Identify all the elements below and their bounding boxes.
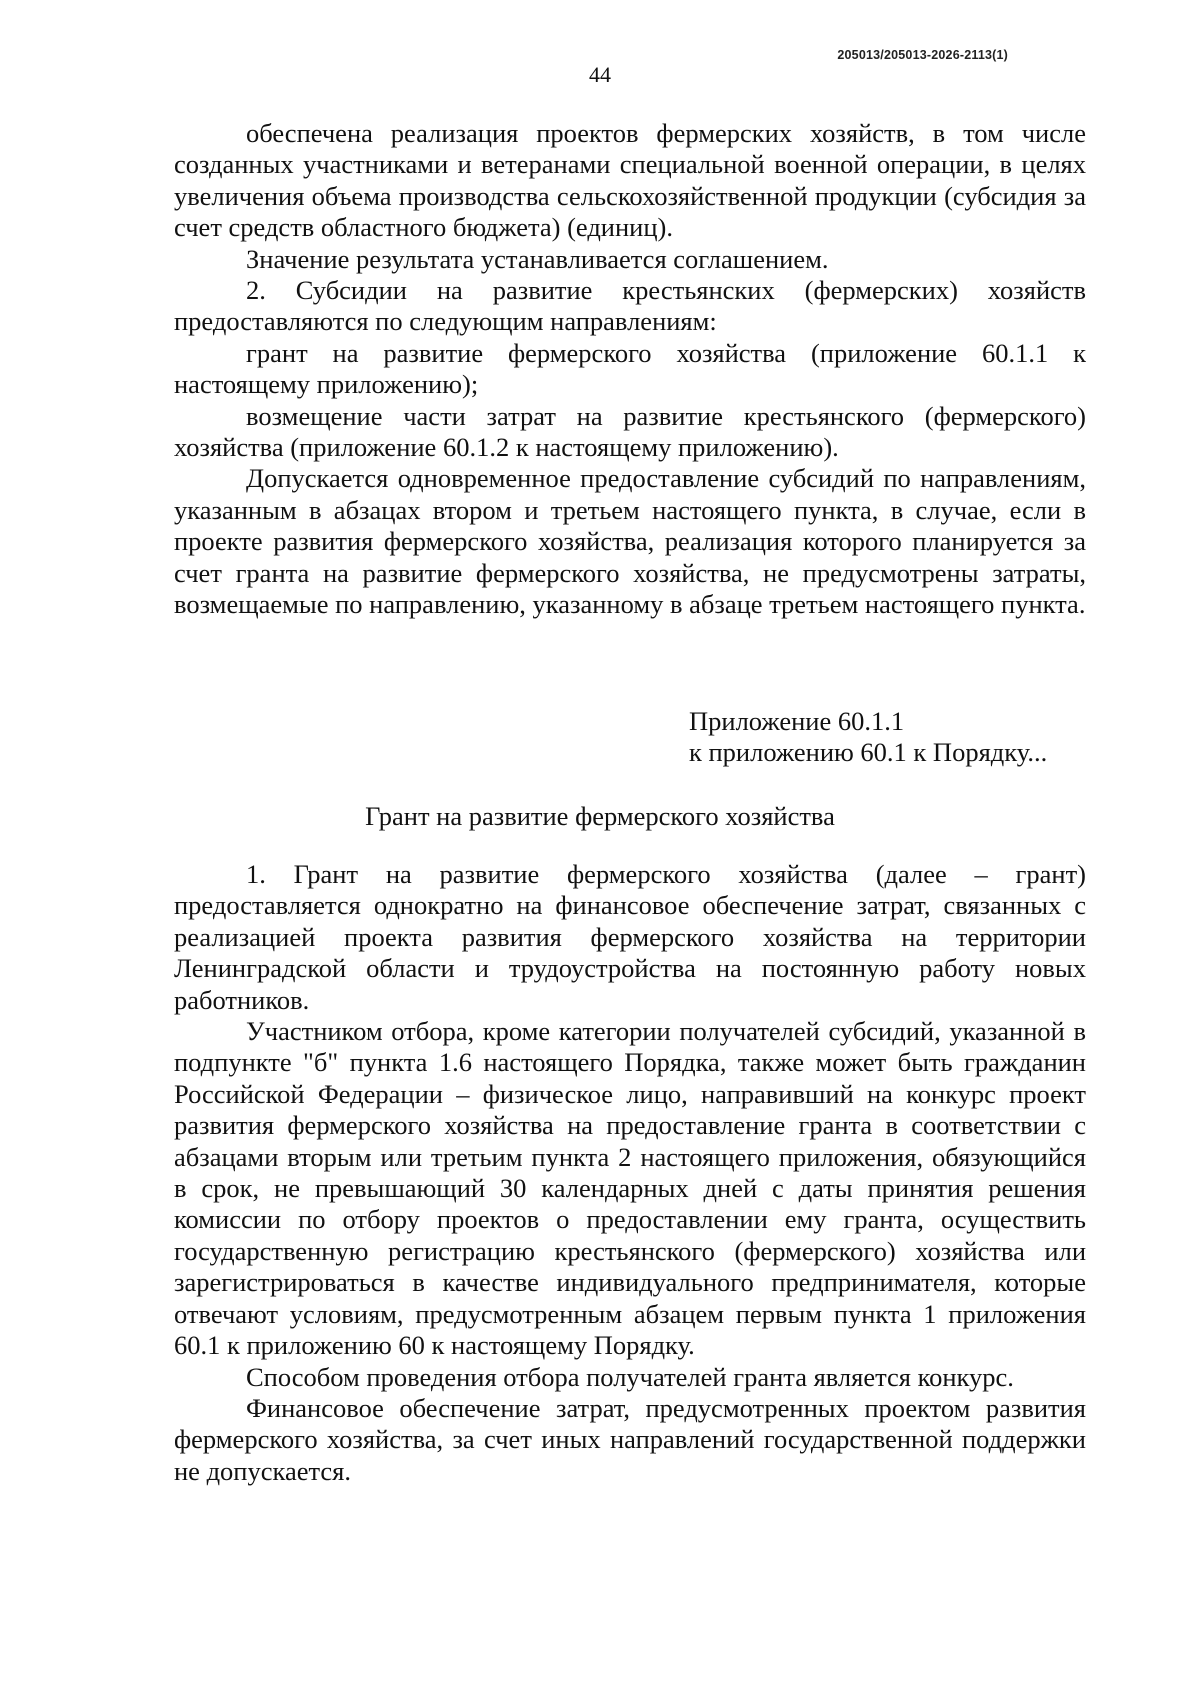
paragraph: обеспечена реализация проектов фермерских хозяйств, в том числе созданных участниками и ветеранами специальной военной операции, в целях увеличения объема производства сельскохозяйственной продукции (субсидия за счет средств областного бюджета) (единиц). [174,118,1086,243]
body-text-top [174,118,1086,621]
body-text-bottom [174,859,1086,1487]
annex-reference [689,706,1109,769]
document-id: 205013/205013-2026-2113(1) [837,48,1008,62]
paragraph: Значение результата устанавливается соглашением. [246,243,829,274]
paragraph: Способом проведения отбора получателей гранта является конкурс. [246,1361,1014,1392]
paragraph: Участником отбора, кроме категории получателей субсидий, указанной в подпункте "б" пункта 1.6 настоящего Порядка, также может быть гражданин Российской Федерации – физическое лицо, направивший на конкурс проект развития фермерского хозяйства на предоставление гранта в соответствии с абзацами вторым или третьим пункта 2 настоящего приложения, обязующийся в срок, не превышающий 30 календарных дней с даты принятия решения комиссии по отбору проектов о предоставлении ему гранта, осуществить государственную регистрацию крестьянского (фермерского) хозяйства или зарегистрироваться в качестве индивидуального предпринимателя, которые отвечают условиям, предусмотренным абзацем первым пункта 1 приложения 60.1 к приложению 60 к настоящему Порядку. [174,1016,1086,1361]
annex-reference-line: к приложению 60.1 к Порядку... [689,737,1048,768]
paragraph: грант на развитие фермерского хозяйства (приложение 60.1.1 к настоящему приложению); [174,337,1086,400]
paragraph: Финансовое обеспечение затрат, предусмотренных проектом развития фермерского хозяйства, за счет иных направлений государственной поддержки не допускается. [174,1392,1086,1486]
page-number: 44 [589,62,611,87]
annex-reference-line: Приложение 60.1.1 [689,706,905,736]
section-title: Грант на развитие фермерского хозяйства [365,801,835,831]
paragraph: возмещение части затрат на развитие крестьянского (фермерского) хозяйства (приложение 60.1.2 к настоящему приложению). [174,400,1086,463]
paragraph: Допускается одновременное предоставление субсидий по направлениям, указанным в абзацах втором и третьем настоящего пункта, в случае, если в проекте развития фермерского хозяйства, реализация которого планируется за счет гранта на развитие фермерского хозяйства, не предусмотрены затраты, возмещаемые по направлению, указанному в абзаце третьем настоящего пункта. [174,463,1086,620]
paragraph: 2. Субсидии на развитие крестьянских (фермерских) хозяйств предоставляются по следующим направлениям: [174,275,1086,337]
paragraph: 1. Грант на развитие фермерского хозяйства (далее – грант) предоставляется однократно на финансовое обеспечение затрат, связанных с реализацией проекта развития фермерского хозяйства на территории Ленинградской области и трудоустройства на постоянную работу новых работников. [174,859,1086,1015]
